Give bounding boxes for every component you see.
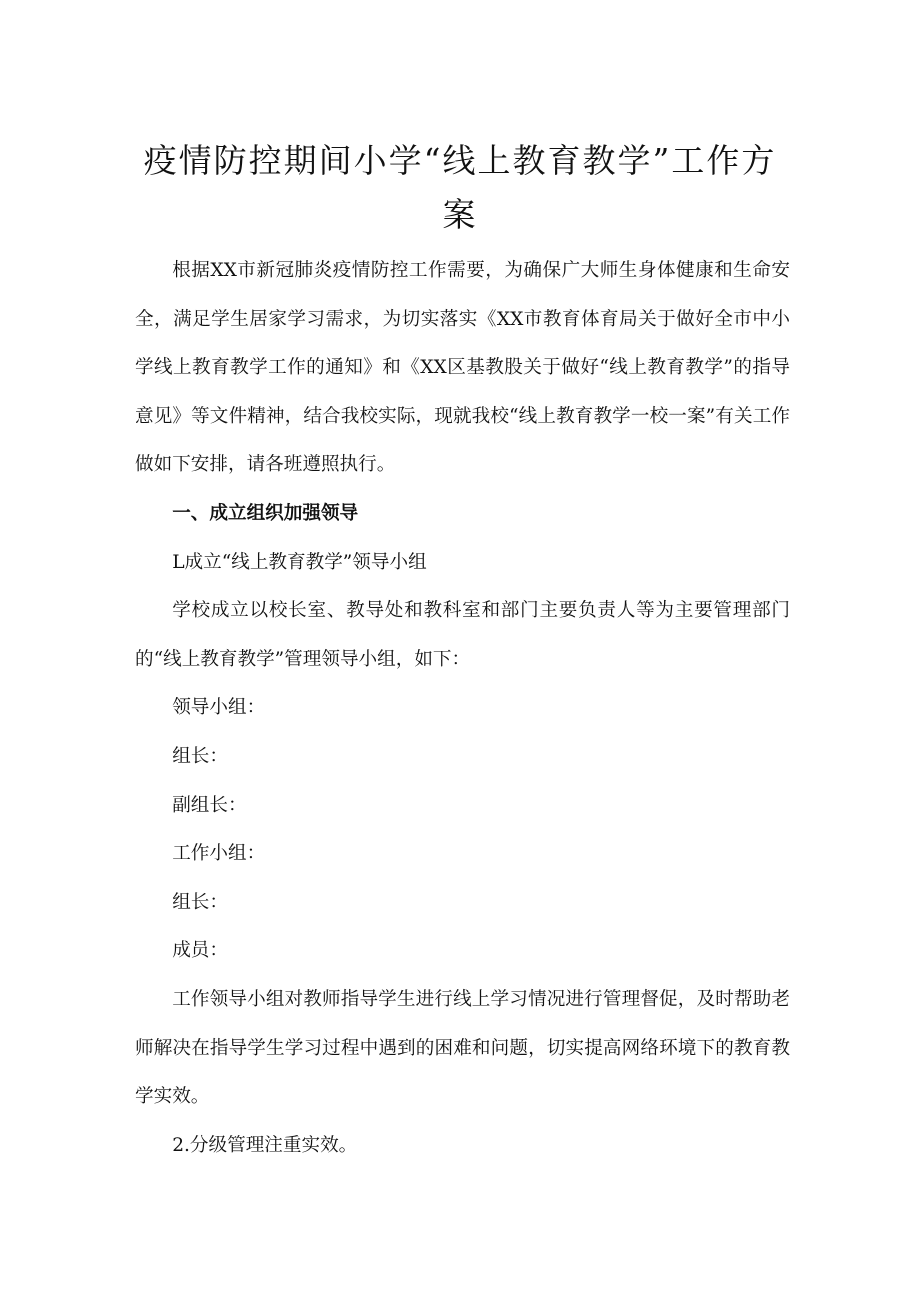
body-paragraph: 学校成立以校长室、教导处和教科室和部门主要负责人等为主要管理部门的“线上教育教学”管理领导小组，如下：	[135, 600, 790, 670]
document-body	[135, 247, 790, 1170]
list-item: 领导小组：	[172, 697, 266, 719]
intro-paragraph: 根据XX市新冠肺炎疫情防控工作需要，为确保广大师生身体健康和生命安全，满足学生居家学习需求，为切实落实《XX市教育体育局关于做好全市中小学线上教育教学工作的通知》和《XX区基教股关于做好“线上教育教学”的指导意见》等文件精神，结合我校实际，现就我校“线上教育教学一校一案”有关工作做如下安排，请各班遵照执行。	[135, 260, 790, 476]
list-item: 组长：	[172, 891, 228, 913]
list-item: 成员：	[172, 940, 228, 962]
section-heading: 一、成立组织加强领导	[172, 502, 359, 524]
body-paragraph: 工作领导小组对教师指导学生进行线上学习情况进行管理督促，及时帮助老师解决在指导学生学习过程中遇到的困难和问题，切实提高网络环境下的教育教学实效。	[135, 988, 790, 1108]
subsection-heading: L成立“线上教育教学”领导小组	[172, 551, 427, 573]
list-item: 副组长：	[172, 794, 247, 816]
list-item: 组长：	[172, 745, 228, 767]
list-item: 工作小组：	[172, 843, 266, 865]
document-title: 疫情防控期间小学“线上教育教学”工作方案	[143, 141, 777, 235]
subsection-heading: 2.分级管理注重实效。	[172, 1134, 358, 1156]
